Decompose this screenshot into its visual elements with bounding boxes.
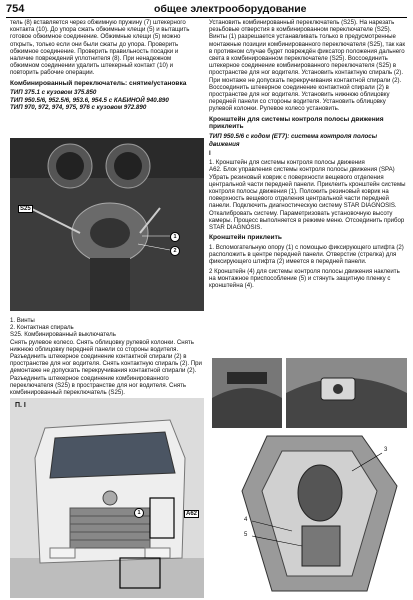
- left-column: [10, 19, 202, 112]
- page-number: 754: [6, 3, 25, 15]
- left-model-2: ТИП 950.5/6, 952.5/6, 953.6, 954.5 с КАБИНОЙ 940.890: [10, 96, 169, 104]
- bracket-drawing: [212, 431, 407, 598]
- right-section-heading: Кронштейн для системы контроля полосы движения приклеить: [209, 115, 384, 131]
- right-roman-label: I: [209, 150, 211, 158]
- truck-label-a62: A62: [186, 511, 198, 517]
- right-model: ТИП 950.5/6 с кодом (ET7): система контроля полосы движения: [209, 133, 378, 148]
- caption-screws: 1. Винты: [10, 317, 35, 324]
- right-caption-1: 1. Кронштейн для системы контроля полосы движения: [209, 159, 365, 167]
- photo-callout-1: 1: [170, 232, 180, 242]
- left-model-1: ТИП 375.1 с кузовом 375.850: [10, 89, 97, 97]
- right-body-text: Убрать резиновый коврик с поверхности вещевого отделения центральной части передней панели. Приклеить кронштейн системы контроля полосы движения (1). Положить резиновый коврик на поверхность вещевого отделения центральной части передней панели. Подключить диагностическую систему STAR DIAGNOSIS. Откалибровать систему. Параметризовать установочную высоту камеры. Процесс выполняется в режиме меню. Отсоединить прибор STAR DIAGNOSIS.: [209, 173, 406, 232]
- dashboard-drawing-2: [286, 358, 407, 428]
- caption-switch: S25. Комбинированный выключатель: [10, 331, 116, 339]
- truck-drawing: [10, 398, 204, 598]
- diagram-label-4: 4: [244, 517, 248, 523]
- left-body-text: Снять рулевое колесо. Снять облицовку рулевой колонки. Снять нижнюю облицовку передней панели со стороны водителя. Разъединить штекерное соединение контактной спирали (2) в пространстве для ног водителя. Снять контактную спираль (2). При демонтаже не допускать перекручивания контактной спирали (2). Разъединить штекерное соединение комбинированного переключателя (S25) в пространстве для ног водителя. Снять комбинированный переключатель (S25).: [10, 338, 202, 397]
- right-intro-text: Установить комбинированный переключатель (S25). На нарезать резьбовые отверстия в комбинированном переключателе (S25). Винты (1) разрешается устанавливать только в предусмотренные монтажные позиции комбинированного переключателя (S25), так как в противном случае будет повреждён фиксатор положения дальнего света в комбинированном переключателе (S25). Воссоединить штекерное соединение комбинированного переключателя (S25) в пространстве для ног водителя. Установить контактную спираль (2). При монтаже не допускать перекручивания контактной спирали (2). Воссоединить штекерное соединение контактной спирали (2) в пространстве для ног водителя. Установить нижнюю облицовку передней панели со стороны водителя. Установить облицовку рулевой колонки. Рулевое колесо установить.: [209, 19, 405, 113]
- right-caption-2: A62. Блок управления системы контроля полосы движения (SPA): [209, 166, 395, 174]
- caption-spiral: 2. Контактная спираль: [10, 324, 74, 332]
- bracket-diagram: [212, 431, 407, 598]
- photo-label-s25: S25: [20, 206, 31, 212]
- right-column: [209, 19, 406, 291]
- left-section-heading: Комбинированный переключатель: снятие/установка: [10, 79, 187, 87]
- truck-photo: [10, 398, 204, 598]
- truck-callout-1: 1: [134, 508, 144, 518]
- dashboard-photo-1: [212, 358, 282, 428]
- left-model-3: ТИП 970, 972, 974, 975, 976 с кузовом 972.890: [10, 104, 147, 112]
- dashboard-photo-2: [286, 358, 407, 428]
- page-header: [6, 3, 407, 16]
- page-title: общее электрооборудование: [154, 3, 307, 15]
- right-subheading: Кронштейн приклеить: [209, 234, 282, 242]
- steering-column-photo: [10, 138, 204, 311]
- diagram-label-5: 5: [244, 532, 248, 538]
- left-intro-text: тель (8) вставляется через обжимную пружину (7) штекерного контакта (10). До упора сжать обжимные клещи (5) и вытащить готовое обжимное соединение. Обжимные клещи (5) можно открыть, только если они были сжаты до упора. Проверить обжимное соединение. Проверить правильность посадки и наличие повреждений уплотнителя (8). При ненадежном обжимном соединении удалить штекерный контакт (10) и повторить рабочие операции.: [10, 19, 190, 77]
- right-step-2: 2 Кронштейн (4) для системы контроля полосы движения наклеить на монтажное приспособление (5) и стянуть защитную пленку с кронштейна (4).: [209, 267, 400, 290]
- header-rule: [6, 17, 407, 18]
- left-captions: [10, 317, 202, 396]
- photo-callout-2: 2: [170, 246, 180, 256]
- figure-label: П. I: [15, 402, 26, 409]
- diagram-label-3: 3: [384, 447, 388, 453]
- right-step-1: 1. Вспомогательную опору (1) с помощью фиксирующего штифта (2) расположить в центре передней панели. Отверстие (стрелка) для фиксирующего штифта (2) имеется в передней панели.: [209, 244, 404, 266]
- steering-column-drawing: [10, 138, 204, 311]
- dashboard-drawing-1: [212, 358, 282, 428]
